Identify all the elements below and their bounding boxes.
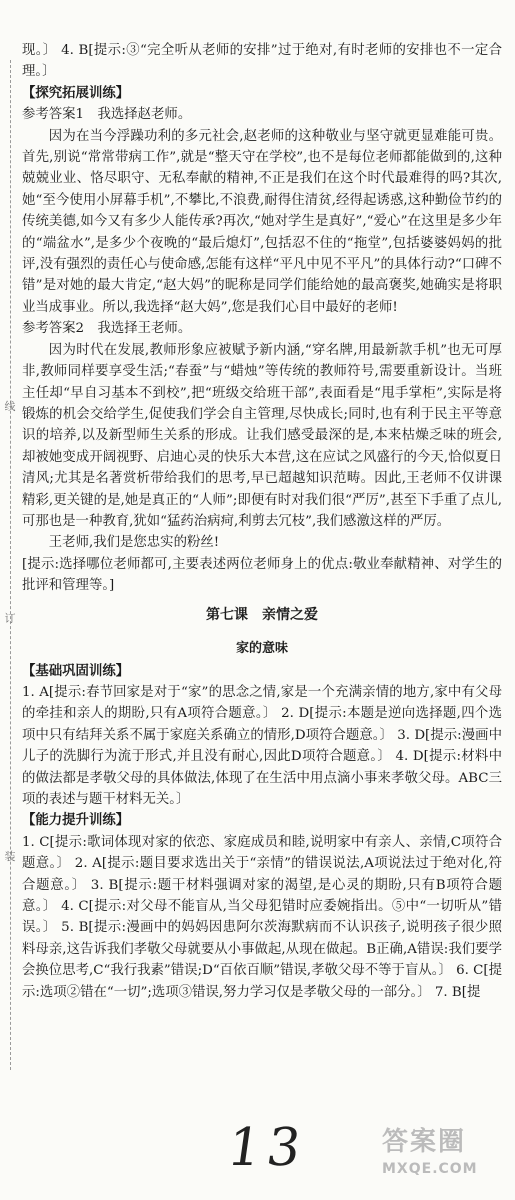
answer-paragraph: 现。〕 4. B[提示:③“完全听从老师的安排”过于绝对,有时老师的安排也不一定合理。〕 bbox=[22, 43, 502, 80]
watermark-logo bbox=[382, 1125, 502, 1195]
answer-paragraph: 王老师,我们是您忠实的粉丝! bbox=[48, 535, 220, 551]
watermark-line-2: MXQE.COM bbox=[382, 1161, 478, 1177]
margin-mark-order: 订 bbox=[4, 612, 16, 625]
answer-paragraph: 因为在当今浮躁功利的多元社会,赵老师的这种敬业与坚守就更显难能可贵。首先,别说“常常带病工作”,就是“整天守在学校”,也不是每位老师都能做到的,这种兢兢业业、恪尽职守、无私奉献的精神,不正是我们在这个时代最难得的吗?其次,她“至今使用小屏幕手机”,不攀比,不浪费,耐得住清贫,经得起诱惑,这种勤俭节约的传统美德,如今又有多少人能传承?再次,“她对学生是真好”,“爱心”在这里是多少年的“端盆水”,是多少个夜晚的“最后熄灯”,包括忍不住的“拖堂”,包括婆婆妈妈的批评,没有强烈的责任心与使命感,怎能有这样“平凡中见不平凡”的具体行动?“口碑不错”是对她的最大肯定,“赵大妈”的昵称是同学们能给她的最高褒奖,她确实是将职业当成事业。所以,我选择“赵大妈”,您是我们心目中最好的老师! bbox=[22, 128, 502, 315]
section-heading-explore: 【探究拓展训练】 bbox=[22, 85, 130, 101]
margin-mark-line: 线 bbox=[4, 400, 16, 413]
answer-paragraph: 因为时代在发展,教师形象应被赋予新内涵,“穿名牌,用最新款手机”也无可厚非,教师同样要享受生活;“春蚕”与“蜡烛”等传统的教师符号,需要重新设计。当班主任却“早自习基本不到校”,把“班级交给班干部”,表面看是“甩手掌柜”,实际是将锻炼的机会交给学生,促使我们学会自主管理,尽快成长;同时,也有利于民主平等意识的培养,以及新型师生关系的形成。让我们感受最深的是,本来枯燥乏味的班会,却被她变成开阔视野、启迪心灵的快乐大本营,这在应试之风盛行的今天,恰似夏日清风;尤其是名著赏析带给我们的思考,早已超越知识范畴。因此,王老师不仅讲课精彩,更关键的是,她是真正的“人师”;即便有时对我们很“严厉”,甚至下手重了点儿,可那也是一种教育,犹如“猛药治病疴,利剪去冗枝”,我们感激这样的严厉。 bbox=[22, 342, 502, 529]
lesson-title: 第七课 亲情之爱 bbox=[206, 606, 318, 623]
lesson-subtitle: 家的意味 bbox=[235, 640, 288, 656]
reference-answer-label: 参考答案2 我选择王老师。 bbox=[22, 321, 192, 337]
section-heading-basic: 【基础巩固训练】 bbox=[22, 663, 130, 679]
page-number: 13 bbox=[223, 1118, 311, 1178]
reference-answer-label: 参考答案1 我选择赵老师。 bbox=[22, 107, 192, 123]
answer-paragraph: 1. A[提示:春节回家是对于“家”的思念之情,家是一个充满亲情的地方,家中有父母的牵挂和亲人的期盼,只有A项符合题意。〕 2. D[提示:本题是逆向选择题,四个选项中只有结拜关系不属于家庭关系确立的情形,D项符合题意。〕 3. D[提示:漫画中儿子的洗脚行为流于形式,并且没有耐心,因此D项符合题意。〕 4. D[提示:材料中的做法都是孝敬父母的具体做法,体现了在生活中用点滴小事来孝敬父母。ABC三项的表述与题干材料无关。〕 bbox=[22, 684, 502, 807]
answer-paragraph: 1. C[提示:歌词体现对家的依恋、家庭成员和睦,说明家中有亲人、亲情,C项符合题意。〕 2. A[提示:题目要求选出关于“亲情”的错误说法,A项说法过于绝对化,符合题意。〕 3. B[提示:题干材料强调对家的渴望,是心灵的期盼,只有B项符合题意。〕 4. C[提示:对父母不能盲从,当父母犯错时应委婉指出。⑤中“一切听从”错误。〕 5. B[提示:漫画中的妈妈因患阿尔茨海默病而不认识孩子,说明孩子很少照料母亲,这告诉我们孝敬父母就要从小事做起,从现在做起。B正确,A错误:我们要学会换位思考,C“我行我素”错误;D“百依百顺”错误,孝敬父母不等于盲从。〕 6. C[提示:选项②错在“一切”;选项③错误,努力学习仅是孝敬父母的一部分。〕 7. B[提 bbox=[22, 834, 502, 1000]
section-heading-ability: 【能力提升训练】 bbox=[22, 813, 130, 829]
hint-paragraph: [提示:选择哪位老师都可,主要表述两位老师身上的优点:敬业奉献精神、对学生的批评和管理等。] bbox=[22, 556, 502, 594]
margin-mark-bind: 装 bbox=[4, 850, 16, 863]
document-page bbox=[22, 40, 502, 1003]
watermark-line-1: 答案圈 bbox=[382, 1127, 467, 1157]
binding-margin-line bbox=[10, 60, 11, 1070]
